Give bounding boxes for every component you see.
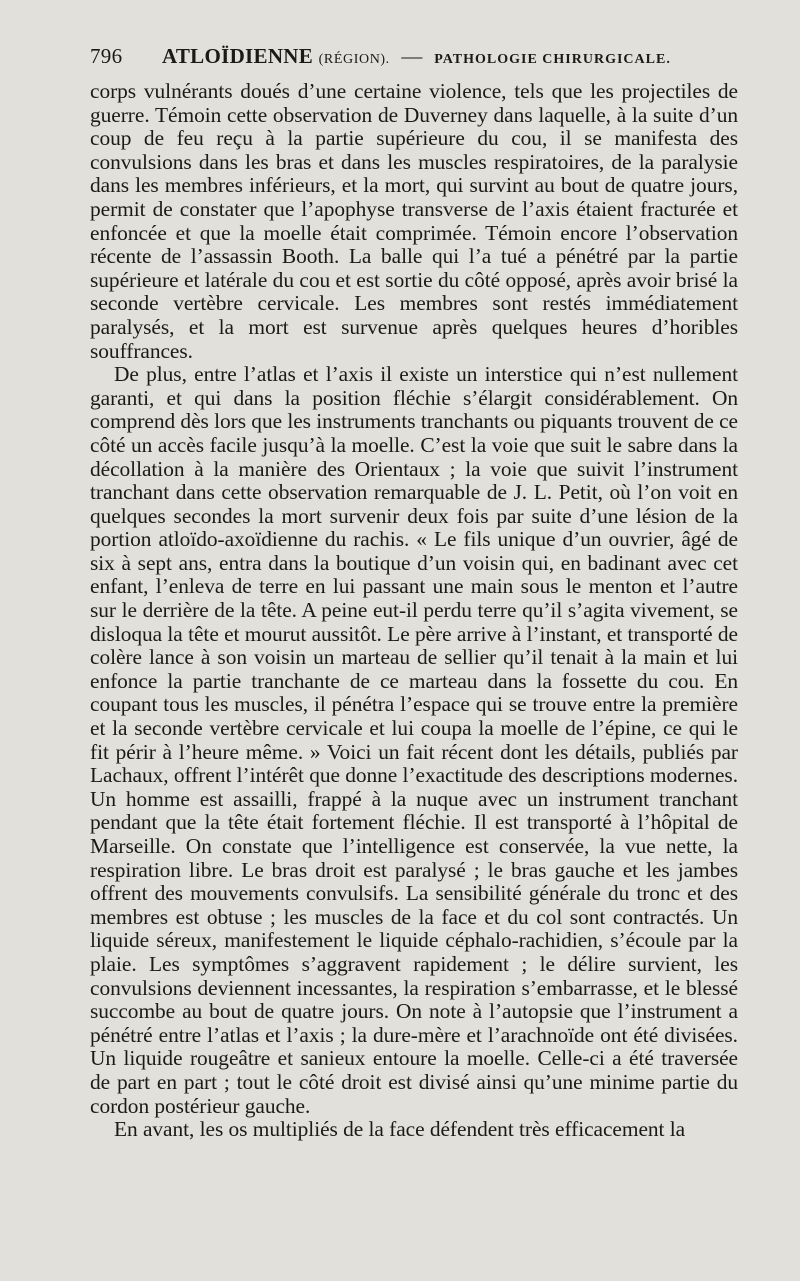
paragraph-1: corps vulnérants doués d’une certaine violence, tels que les projectiles de guerre. Témoin cette observation de Duverney dans laquelle, à la suite d’un coup de feu reçu à la partie supérieure du cou, il se manifesta des convulsions dans les bras et dans les muscles respiratoires, de la paralysie dans les membres inférieurs, et la mort, qui survint au bout de quatre jours, permit de constater que l’apophyse transverse de l’axis étaient fracturée et enfoncée et que la moelle était comprimée. Témoin encore l’observation récente de l’assassin Booth. La balle qui l’a tué a pénétré par la partie supérieure et latérale du cou et est sortie du côté opposé, après avoir brisé la seconde vertèbre cervicale. Les membres sont restés immédiatement paralysés, et la mort est survenue après quelques heures d’horibles souffrances.	[90, 79, 738, 363]
body-text	[90, 80, 738, 1142]
running-header	[90, 44, 740, 69]
article-title: ATLOÏDIENNE	[161, 44, 314, 68]
running-title: PATHOLOGIE CHIRURGICALE.	[434, 52, 671, 67]
article-subtitle: (RÉGION).	[318, 52, 390, 67]
paragraph-2: De plus, entre l’atlas et l’axis il existe un interstice qui n’est nullement garanti, et qui dans la position fléchie s’élargit considérablement. On comprend dès lors que les instruments tranchants ou piquants trouvent de ce côté un accès facile jusqu’à la moelle. C’est la voie que suit le sabre dans la décollation à la manière des Orientaux ; la voie que suivit l’instrument tranchant dans cette observation remarquable de J. L. Petit, où l’on voit en quelques secondes la mort survenir deux fois par suite d’une lésion de la portion atloïdo-axoïdienne du rachis. « Le fils unique d’un ouvrier, âgé de six à sept ans, entra dans la boutique d’un voisin qui, en badinant avec cet enfant, l’enleva de terre en lui passant une main sous le menton et l’autre sur le derrière de la tête. A peine eut-il perdu terre qu’il s’agita vivement, se disloqua la tête et mourut aussitôt. Le père arrive à l’instant, et transporté de colère lance à son voisin un marteau de sellier qu’il tenait à la main et lui enfonce la partie tranchante de ce marteau dans la fossette du cou. En coupant tous les muscles, il pénétra l’espace qui se trouve entre la première et la seconde vertèbre cervicale et lui coupa la moelle de l’épine, ce qui le fit périr à l’heure même. » Voici un fait récent dont les détails, publiés par Lachaux, offrent l’intérêt que donne l’exactitude des descriptions modernes. Un homme est assailli, frappé à la nuque avec un instrument tranchant pendant que la tête était fortement fléchie. Il est transporté à l’hôpital de Marseille. On constate que l’intelligence est conservée, la vue nette, la respiration libre. Le bras droit est paralysé ; le bras gauche et les jambes offrent des mouvements convulsifs. La sensibilité générale du tronc et des membres est obtuse ; les muscles de la face et du col sont contractés. Un liquide séreux, manifestement le liquide céphalo-rachidien, s’écoule par la plaie. Les symptômes s’aggravent rapidement ; le délire survient, les convulsions deviennent incessantes, la respiration s’embarrasse, et le blessé succombe au bout de quatre jours. On note à l’autopsie que l’instrument a pénétré entre l’atlas et l’axis ; la dure-mère et l’arachnoïde ont été divisées. Un liquide rougeâtre et sanieux entoure la moelle. Celle-ci a été traversée de part en part ; tout le côté droit est divisé ainsi qu’une minime partie du cordon postérieur gauche.	[90, 362, 738, 1118]
paragraph-3: En avant, les os multipliés de la face défendent très efficacement la	[114, 1117, 686, 1142]
page-number: 796	[90, 44, 123, 68]
header-dash: —	[401, 44, 423, 68]
